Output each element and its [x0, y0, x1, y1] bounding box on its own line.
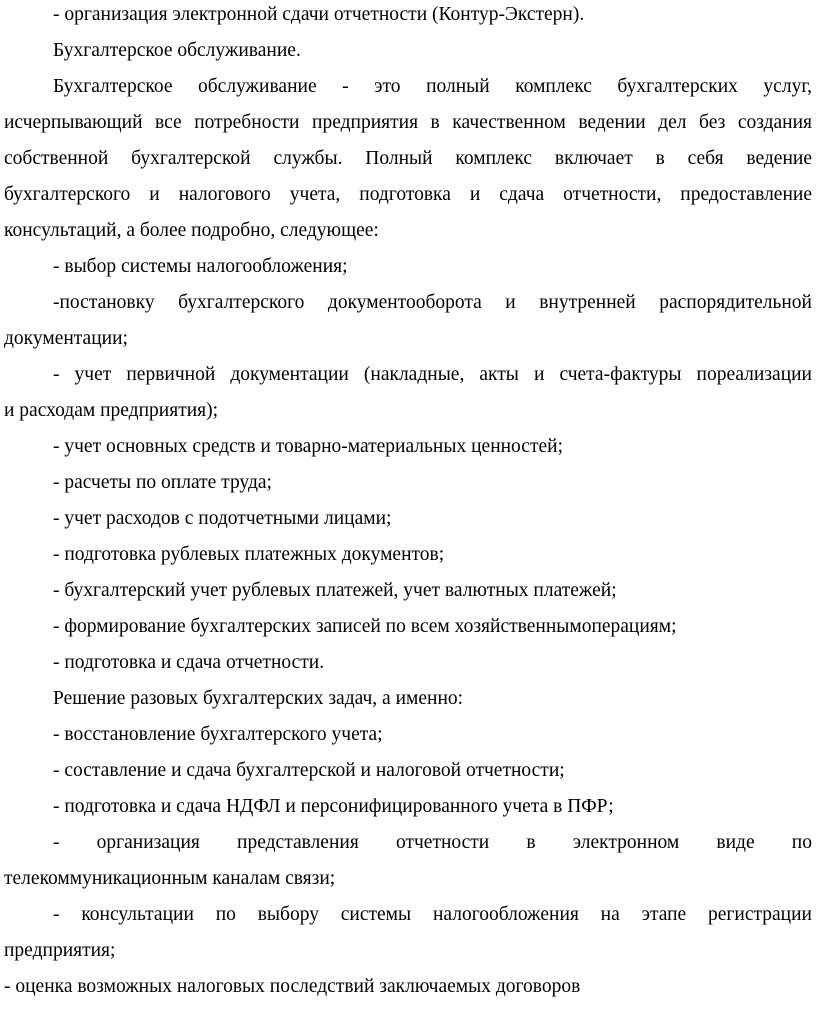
- text-line-17: - бухгалтерский учет рублевых платежей, учет валютных платежей;: [53, 580, 617, 601]
- text-line-12: и расходам предприятия);: [4, 400, 219, 421]
- text-line-26: - консультации по выбору системы налогообложения на этапе регистрации: [53, 904, 812, 925]
- text-line-15: - учет расходов с подотчетными лицами;: [53, 508, 392, 529]
- text-line-8: - выбор системы налогообложения;: [53, 256, 348, 277]
- text-line-6: бухгалтерского и налогового учета, подготовка и сдача отчетности, предоставление: [4, 184, 812, 205]
- text-line-11: - учет первичной документации (накладные, акты и счета-фактуры пореализации: [53, 364, 812, 385]
- text-line-10: документации;: [4, 328, 128, 349]
- text-line-9: -постановку бухгалтерского документооборота и внутренней распорядительной: [53, 292, 812, 313]
- text-line-27: предприятия;: [4, 940, 116, 961]
- text-line-25: телекоммуникационным каналам связи;: [4, 868, 336, 889]
- text-line-28: - оценка возможных налоговых последствий заключаемых договоров: [4, 976, 581, 997]
- text-line-23: - подготовка и сдача НДФЛ и персонифицированного учета в ПФР;: [53, 796, 614, 817]
- text-line-18: - формирование бухгалтерских записей по всем хозяйственнымоперациям;: [53, 616, 677, 637]
- text-line-16: - подготовка рублевых платежных документов;: [53, 544, 445, 565]
- text-line-21: - восстановление бухгалтерского учета;: [53, 724, 383, 745]
- text-line-13: - учет основных средств и товарно-материальных ценностей;: [53, 436, 563, 457]
- text-line-4: исчерпывающий все потребности предприятия в качественном ведении дел без создания: [4, 112, 812, 133]
- text-line-22: - составление и сдача бухгалтерской и налоговой отчетности;: [53, 760, 565, 781]
- text-line-20: Решение разовых бухгалтерских задач, а именно:: [53, 688, 464, 709]
- text-line-19: - подготовка и сдача отчетности.: [53, 652, 325, 673]
- text-line-24: - организация представления отчетности в электронном виде по: [53, 832, 812, 853]
- text-line-1: - организация электронной сдачи отчетности (Контур-Экстерн).: [53, 4, 585, 25]
- text-line-2: Бухгалтерское обслуживание.: [53, 40, 301, 61]
- text-line-3: Бухгалтерское обслуживание - это полный комплекс бухгалтерских услуг,: [53, 76, 812, 97]
- text-line-7: консультаций, а более подробно, следующее:: [4, 220, 379, 241]
- text-line-5: собственной бухгалтерской службы. Полный комплекс включает в себя ведение: [4, 148, 812, 169]
- text-line-14: - расчеты по оплате труда;: [53, 472, 272, 493]
